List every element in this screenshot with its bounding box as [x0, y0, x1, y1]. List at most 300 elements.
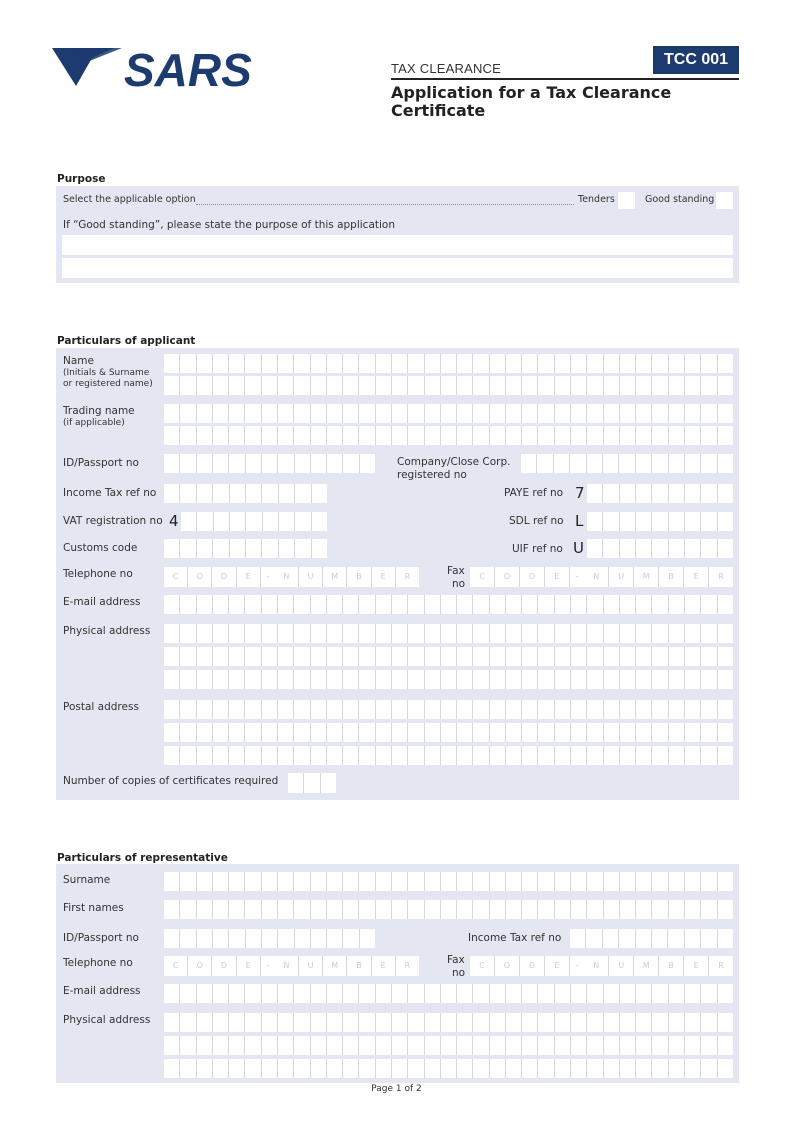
char-cell[interactable] [359, 723, 375, 742]
char-cell[interactable] [245, 723, 261, 742]
char-cell[interactable] [620, 539, 636, 558]
char-cell[interactable] [604, 984, 620, 1003]
char-cell[interactable] [262, 647, 278, 666]
char-cell[interactable] [327, 595, 343, 614]
char-cell[interactable] [408, 746, 424, 765]
char-cell[interactable] [343, 1036, 359, 1055]
char-cell[interactable] [213, 539, 229, 558]
char-cell[interactable] [327, 376, 343, 395]
char-cell[interactable] [522, 1013, 538, 1032]
char-cell[interactable] [652, 984, 668, 1003]
char-cell[interactable] [685, 984, 701, 1003]
char-cell[interactable] [376, 354, 392, 373]
char-cell[interactable] [718, 354, 733, 373]
char-cell[interactable] [522, 404, 538, 423]
char-cell[interactable] [490, 404, 506, 423]
char-cell[interactable] [359, 1013, 375, 1032]
char-cell[interactable] [506, 1059, 522, 1078]
char-cell[interactable] [213, 354, 229, 373]
char-cell[interactable] [392, 647, 408, 666]
char-cell[interactable] [522, 647, 538, 666]
char-cell[interactable] [669, 376, 685, 395]
char-cell[interactable] [718, 700, 733, 719]
char-cell[interactable] [343, 647, 359, 666]
char-cell[interactable] [262, 723, 278, 742]
char-cell[interactable] [245, 624, 261, 643]
char-cell[interactable] [279, 539, 295, 558]
char-cell[interactable] [197, 1059, 213, 1078]
char-cell[interactable] [262, 700, 278, 719]
rep-telephone-field[interactable] [164, 956, 419, 976]
char-cell[interactable] [278, 647, 294, 666]
char-cell[interactable] [360, 929, 375, 948]
char-cell[interactable] [343, 1013, 359, 1032]
char-cell[interactable] [636, 746, 652, 765]
char-cell[interactable] [278, 670, 294, 689]
char-cell[interactable] [213, 670, 229, 689]
char-cell[interactable] [652, 723, 668, 742]
char-cell[interactable] [392, 700, 408, 719]
char-cell[interactable] [294, 700, 310, 719]
char-cell[interactable] [490, 670, 506, 689]
char-cell[interactable] [425, 624, 441, 643]
char-cell[interactable] [408, 1059, 424, 1078]
char-cell[interactable] [506, 700, 522, 719]
char-cell[interactable] [197, 670, 213, 689]
char-cell[interactable] [425, 700, 441, 719]
char-cell[interactable] [246, 484, 262, 503]
char-cell[interactable] [506, 376, 522, 395]
char-cell[interactable] [245, 647, 261, 666]
char-cell[interactable] [278, 376, 294, 395]
char-cell[interactable] [701, 929, 717, 948]
char-cell[interactable] [327, 454, 343, 473]
char-cell[interactable] [506, 723, 522, 742]
char-cell[interactable] [718, 1036, 733, 1055]
char-cell[interactable] [555, 595, 571, 614]
char-cell[interactable] [376, 700, 392, 719]
char-cell[interactable] [604, 1036, 620, 1055]
char-cell[interactable] [376, 376, 392, 395]
char-cell[interactable] [652, 454, 668, 473]
char-cell[interactable] [408, 595, 424, 614]
char-cell[interactable] [327, 404, 343, 423]
char-cell[interactable] [652, 484, 668, 503]
char-cell[interactable] [604, 746, 620, 765]
char-cell[interactable] [571, 670, 587, 689]
char-cell[interactable] [213, 900, 229, 919]
char-cell[interactable] [197, 647, 213, 666]
char-cell[interactable] [441, 376, 457, 395]
char-cell[interactable] [718, 454, 733, 473]
char-cell[interactable] [669, 454, 685, 473]
char-cell[interactable] [636, 404, 652, 423]
char-cell[interactable] [554, 454, 570, 473]
char-cell[interactable] [571, 746, 587, 765]
char-cell[interactable] [376, 723, 392, 742]
char-cell[interactable] [701, 1059, 717, 1078]
char-cell[interactable] [245, 872, 261, 891]
char-cell[interactable] [490, 376, 506, 395]
char-cell[interactable] [245, 746, 261, 765]
char-cell[interactable] [278, 1059, 294, 1078]
char-cell[interactable] [164, 647, 180, 666]
char-cell[interactable] [522, 426, 538, 445]
char-cell[interactable] [555, 872, 571, 891]
char-cell[interactable] [506, 354, 522, 373]
char-cell[interactable] [245, 700, 261, 719]
char-cell[interactable] [246, 539, 262, 558]
char-cell[interactable] [555, 354, 571, 373]
char-cell[interactable] [570, 454, 586, 473]
char-cell[interactable] [473, 984, 489, 1003]
char-cell[interactable] [359, 872, 375, 891]
char-cell[interactable] [685, 1013, 701, 1032]
char-cell[interactable] [425, 647, 441, 666]
char-cell[interactable] [685, 723, 701, 742]
char-cell[interactable] [262, 454, 278, 473]
char-cell[interactable] [408, 872, 424, 891]
char-cell[interactable] [197, 376, 213, 395]
char-cell[interactable] [604, 426, 620, 445]
email-field[interactable] [164, 595, 733, 614]
char-cell[interactable] [636, 1036, 652, 1055]
char-cell[interactable] [522, 1059, 538, 1078]
char-cell[interactable] [197, 984, 213, 1003]
char-cell[interactable] [213, 376, 229, 395]
char-cell[interactable] [376, 624, 392, 643]
char-cell[interactable] [701, 984, 717, 1003]
char-cell[interactable] [652, 647, 668, 666]
char-cell[interactable] [164, 670, 180, 689]
char-cell[interactable] [262, 929, 278, 948]
char-cell[interactable] [587, 670, 603, 689]
char-cell[interactable] [457, 670, 473, 689]
char-cell[interactable] [669, 746, 685, 765]
char-cell[interactable] [506, 872, 522, 891]
char-cell[interactable] [262, 595, 278, 614]
char-cell[interactable] [473, 624, 489, 643]
char-cell[interactable] [311, 723, 327, 742]
char-cell[interactable] [457, 1036, 473, 1055]
name-field-line-2[interactable] [164, 376, 733, 395]
char-cell[interactable] [327, 900, 343, 919]
char-cell[interactable] [555, 376, 571, 395]
char-cell[interactable] [718, 746, 733, 765]
rep-physical-address-line-3[interactable] [164, 1059, 733, 1078]
char-cell[interactable] [359, 900, 375, 919]
char-cell[interactable] [652, 376, 668, 395]
char-cell[interactable] [636, 723, 652, 742]
char-cell[interactable] [230, 484, 246, 503]
char-cell[interactable] [392, 900, 408, 919]
char-cell[interactable] [652, 1059, 668, 1078]
char-cell[interactable] [229, 595, 245, 614]
char-cell[interactable] [652, 700, 668, 719]
char-cell[interactable] [229, 984, 245, 1003]
char-cell[interactable] [278, 900, 294, 919]
char-cell[interactable] [392, 404, 408, 423]
char-cell[interactable] [620, 723, 636, 742]
char-cell[interactable] [311, 984, 327, 1003]
char-cell[interactable] [652, 539, 668, 558]
char-cell[interactable] [538, 723, 554, 742]
char-cell[interactable] [294, 872, 310, 891]
char-cell[interactable] [213, 595, 229, 614]
char-cell[interactable] [522, 376, 538, 395]
char-cell[interactable] [490, 723, 506, 742]
char-cell[interactable] [197, 539, 213, 558]
char-cell[interactable] [506, 647, 522, 666]
char-cell[interactable] [425, 746, 441, 765]
char-cell[interactable] [587, 454, 603, 473]
char-cell[interactable] [262, 1013, 278, 1032]
char-cell[interactable] [457, 1013, 473, 1032]
char-cell[interactable] [343, 354, 359, 373]
char-cell[interactable] [441, 426, 457, 445]
char-cell[interactable] [294, 1059, 310, 1078]
char-cell[interactable] [457, 376, 473, 395]
char-cell[interactable] [571, 1059, 587, 1078]
char-cell[interactable] [685, 1059, 701, 1078]
char-cell[interactable] [587, 647, 603, 666]
char-cell[interactable] [441, 354, 457, 373]
char-cell[interactable] [457, 700, 473, 719]
char-cell[interactable] [718, 539, 733, 558]
char-cell[interactable] [229, 723, 245, 742]
char-cell[interactable] [392, 670, 408, 689]
char-cell[interactable] [587, 404, 603, 423]
char-cell[interactable] [701, 670, 717, 689]
physical-address-line-2[interactable] [164, 647, 733, 666]
char-cell[interactable] [506, 670, 522, 689]
char-cell[interactable] [425, 1059, 441, 1078]
char-cell[interactable] [669, 872, 685, 891]
char-cell[interactable] [279, 484, 295, 503]
char-cell[interactable] [604, 872, 620, 891]
char-cell[interactable] [701, 1013, 717, 1032]
char-cell[interactable] [652, 1013, 668, 1032]
char-cell[interactable] [343, 404, 359, 423]
char-cell[interactable] [652, 900, 668, 919]
char-cell[interactable] [197, 595, 213, 614]
char-cell[interactable] [425, 426, 441, 445]
char-cell[interactable] [229, 900, 245, 919]
char-cell[interactable] [311, 1059, 327, 1078]
char-cell[interactable] [311, 647, 327, 666]
char-cell[interactable] [343, 900, 359, 919]
char-cell[interactable] [701, 426, 717, 445]
char-cell[interactable] [262, 746, 278, 765]
char-cell[interactable] [490, 984, 506, 1003]
char-cell[interactable] [294, 1036, 310, 1055]
char-cell[interactable] [164, 1036, 180, 1055]
char-cell[interactable] [164, 624, 180, 643]
char-cell[interactable] [587, 595, 603, 614]
char-cell[interactable] [213, 1059, 229, 1078]
char-cell[interactable] [343, 700, 359, 719]
char-cell[interactable] [490, 746, 506, 765]
char-cell[interactable] [620, 746, 636, 765]
char-cell[interactable] [230, 539, 246, 558]
char-cell[interactable] [327, 984, 343, 1003]
char-cell[interactable] [718, 872, 733, 891]
char-cell[interactable] [652, 746, 668, 765]
char-cell[interactable] [229, 670, 245, 689]
char-cell[interactable] [490, 624, 506, 643]
char-cell[interactable] [245, 404, 261, 423]
char-cell[interactable] [473, 900, 489, 919]
char-cell[interactable] [587, 624, 603, 643]
char-cell[interactable] [473, 700, 489, 719]
char-cell[interactable] [636, 647, 652, 666]
char-cell[interactable] [343, 746, 359, 765]
char-cell[interactable] [555, 700, 571, 719]
char-cell[interactable] [327, 426, 343, 445]
char-cell[interactable] [441, 404, 457, 423]
char-cell[interactable] [587, 1036, 603, 1055]
char-cell[interactable] [392, 1059, 408, 1078]
char-cell[interactable] [473, 670, 489, 689]
char-cell[interactable] [262, 404, 278, 423]
char-cell[interactable] [701, 624, 717, 643]
char-cell[interactable] [311, 900, 327, 919]
char-cell[interactable] [376, 595, 392, 614]
char-cell[interactable] [457, 354, 473, 373]
char-cell[interactable] [408, 984, 424, 1003]
char-cell[interactable] [538, 1013, 554, 1032]
char-cell[interactable] [555, 1059, 571, 1078]
char-cell[interactable] [652, 512, 668, 531]
rep-id-passport-field[interactable] [164, 929, 375, 948]
char-cell[interactable] [571, 700, 587, 719]
char-cell[interactable] [294, 404, 310, 423]
char-cell[interactable] [164, 426, 180, 445]
char-cell[interactable] [164, 454, 180, 473]
rep-surname-field[interactable] [164, 872, 733, 891]
char-cell[interactable] [197, 872, 213, 891]
char-cell[interactable] [343, 426, 359, 445]
char-cell[interactable] [538, 872, 554, 891]
char-cell[interactable] [408, 1013, 424, 1032]
char-cell[interactable] [229, 624, 245, 643]
char-cell[interactable] [197, 454, 213, 473]
char-cell[interactable] [620, 1013, 636, 1032]
char-cell[interactable] [262, 376, 278, 395]
char-cell[interactable] [473, 647, 489, 666]
char-cell[interactable] [288, 773, 304, 793]
rep-physical-address-line-2[interactable] [164, 1036, 733, 1055]
char-cell[interactable] [490, 426, 506, 445]
char-cell[interactable] [278, 624, 294, 643]
char-cell[interactable] [376, 426, 392, 445]
char-cell[interactable] [652, 624, 668, 643]
char-cell[interactable] [343, 1059, 359, 1078]
char-cell[interactable] [213, 1013, 229, 1032]
char-cell[interactable] [408, 354, 424, 373]
char-cell[interactable] [213, 484, 229, 503]
char-cell[interactable] [164, 723, 180, 742]
char-cell[interactable] [506, 1036, 522, 1055]
char-cell[interactable] [245, 595, 261, 614]
char-cell[interactable] [376, 1059, 392, 1078]
char-cell[interactable] [718, 404, 733, 423]
char-cell[interactable] [538, 670, 554, 689]
char-cell[interactable] [620, 1059, 636, 1078]
char-cell[interactable] [669, 723, 685, 742]
char-cell[interactable] [321, 773, 336, 793]
char-cell[interactable] [685, 746, 701, 765]
char-cell[interactable] [246, 929, 262, 948]
char-cell[interactable] [669, 1036, 685, 1055]
char-cell[interactable] [522, 723, 538, 742]
char-cell[interactable] [278, 1036, 294, 1055]
char-cell[interactable] [246, 454, 262, 473]
char-cell[interactable] [457, 647, 473, 666]
char-cell[interactable] [392, 1013, 408, 1032]
char-cell[interactable] [392, 354, 408, 373]
char-cell[interactable] [327, 746, 343, 765]
char-cell[interactable] [473, 746, 489, 765]
rep-physical-address-line-1[interactable] [164, 1013, 733, 1032]
char-cell[interactable] [490, 595, 506, 614]
char-cell[interactable] [652, 404, 668, 423]
char-cell[interactable] [245, 354, 261, 373]
char-cell[interactable] [295, 929, 311, 948]
char-cell[interactable] [408, 670, 424, 689]
char-cell[interactable] [718, 1013, 733, 1032]
char-cell[interactable] [506, 426, 522, 445]
char-cell[interactable] [441, 700, 457, 719]
char-cell[interactable] [278, 700, 294, 719]
char-cell[interactable] [538, 595, 554, 614]
char-cell[interactable] [522, 746, 538, 765]
char-cell[interactable] [571, 354, 587, 373]
char-cell[interactable] [343, 723, 359, 742]
char-cell[interactable] [538, 1036, 554, 1055]
char-cell[interactable] [245, 1036, 261, 1055]
char-cell[interactable] [180, 746, 196, 765]
char-cell[interactable] [311, 376, 327, 395]
char-cell[interactable] [620, 376, 636, 395]
char-cell[interactable] [506, 1013, 522, 1032]
char-cell[interactable] [262, 539, 278, 558]
char-cell[interactable] [701, 647, 717, 666]
char-cell[interactable] [685, 426, 701, 445]
char-cell[interactable] [278, 872, 294, 891]
char-cell[interactable] [180, 872, 196, 891]
char-cell[interactable] [441, 647, 457, 666]
char-cell[interactable] [197, 1036, 213, 1055]
char-cell[interactable] [587, 984, 603, 1003]
char-cell[interactable] [604, 647, 620, 666]
char-cell[interactable] [229, 426, 245, 445]
char-cell[interactable] [701, 376, 717, 395]
char-cell[interactable] [473, 1013, 489, 1032]
char-cell[interactable] [213, 454, 229, 473]
char-cell[interactable] [343, 984, 359, 1003]
char-cell[interactable] [636, 354, 652, 373]
char-cell[interactable] [490, 700, 506, 719]
char-cell[interactable] [636, 624, 652, 643]
char-cell[interactable] [555, 404, 571, 423]
char-cell[interactable] [555, 900, 571, 919]
char-cell[interactable] [441, 624, 457, 643]
char-cell[interactable] [294, 900, 310, 919]
char-cell[interactable] [620, 595, 636, 614]
char-cell[interactable] [457, 900, 473, 919]
char-cell[interactable] [669, 512, 685, 531]
